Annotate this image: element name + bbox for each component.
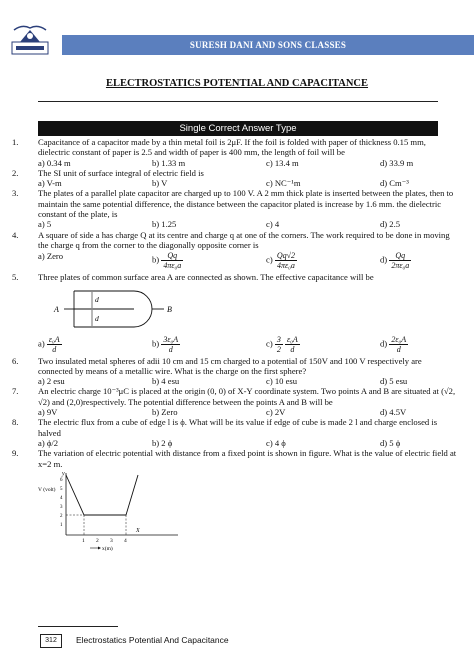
question-text: Three plates of common surface area A are connected as shown. The effective capacitance will be: [38, 272, 374, 283]
question-text: An electric charge 10⁻³μC is placed at the origin (0, 0) of X-Y coordinate system. Two points A and B are situated at (√2, √2) and (2,0)respectively. The potential difference between the points A and B will be: [38, 386, 456, 407]
y-tick-4: 4: [60, 495, 63, 501]
label-d-lower: d: [95, 313, 99, 323]
numerator: 2ε₀A: [391, 334, 407, 344]
denominator: d: [396, 344, 401, 354]
option-b-label: b): [152, 254, 160, 265]
question-9: [12, 448, 458, 551]
crest-logo-icon: [6, 24, 54, 56]
option-b-fraction: [161, 335, 180, 354]
option-b-label: b): [152, 338, 160, 349]
option-b[interactable]: [152, 251, 266, 270]
options-row: [38, 438, 458, 448]
question-text: Two insulated metal spheres of adii 10 cm and 15 cm charged to a potential of 150V and 100 V respectively are connected by means of a metallic wire. What is the charge on the first sphere?: [38, 355, 422, 376]
option-d-fraction: [389, 251, 411, 270]
option-c[interactable]: [266, 251, 380, 270]
question-8: [12, 417, 458, 448]
option-b[interactable]: b) 1.25: [152, 219, 177, 230]
y-axis-letter: y: [62, 470, 65, 477]
y-tick-2: 2: [60, 513, 63, 519]
x-tick-3: 3: [110, 537, 113, 544]
question-text: The electric flux from a cube of edge l is ϕ. What will be its value if edge of cube is made 2 l and charge enclosed is halved: [38, 417, 438, 438]
option-d-fraction: [389, 335, 408, 354]
question-2: [12, 168, 458, 189]
option-a[interactable]: [38, 335, 152, 354]
x-axis-letter: X: [136, 527, 140, 534]
question-text: Capacitance of a capacitor made by a thin metal foil is 2μF. If the foil is folded with paper of thickness 0.15 mm, dielectric constant of paper is 2.5 and width of paper is 400 mm, the length of foil will be: [38, 137, 426, 158]
numerator: 3ε₀A: [163, 334, 179, 344]
question-7: [12, 386, 458, 417]
option-a[interactable]: a) Zero: [38, 251, 64, 262]
denominator: 4πε₀a: [276, 261, 295, 271]
option-c-fraction: [285, 335, 300, 354]
option-b[interactable]: b) V: [152, 178, 168, 189]
y-axis-label: V (volt): [38, 486, 56, 493]
option-d[interactable]: d) Cm⁻³: [380, 178, 409, 189]
option-d[interactable]: d) 33.9 m: [380, 157, 414, 168]
option-d[interactable]: [380, 251, 411, 270]
numerator: Qq: [389, 251, 411, 261]
numerator: Qq√2: [276, 251, 296, 261]
option-b[interactable]: [152, 335, 266, 354]
question-number: 7.: [12, 386, 19, 397]
option-c-fraction: [275, 251, 297, 270]
options-row: [38, 407, 458, 417]
option-a-fraction: [47, 335, 62, 354]
y-tick-3: 3: [60, 504, 63, 510]
question-5: [12, 272, 458, 353]
question-text: The SI unit of surface integral of electric field is: [38, 167, 204, 178]
question-6: [12, 356, 458, 387]
option-b[interactable]: b) 2 ϕ: [152, 437, 173, 448]
options-row: [38, 178, 458, 188]
question-3: [12, 188, 458, 229]
option-b-fraction: [161, 251, 183, 270]
label-b: B: [167, 304, 172, 314]
denominator: d: [168, 344, 173, 354]
question-text: The variation of electric potential with distance from a fixed point is shown in figure. What is the value of electric field at x=2 m.: [38, 448, 457, 469]
option-b[interactable]: b) 4 esu: [152, 376, 180, 387]
options-row: [38, 251, 458, 270]
question-text: A square of side a has charge Q at its centre and charge q at one of the corners. The work required to be done in moving the charge q from the corner to the diagonally opposite corner is: [38, 229, 450, 250]
option-c[interactable]: c) NC⁻¹m: [266, 178, 301, 189]
option-b[interactable]: b) 1.33 m: [152, 157, 186, 168]
x-axis-label: x(m): [102, 545, 113, 551]
section-title: Single Correct Answer Type: [38, 121, 438, 136]
potential-distance-graph: [38, 469, 188, 551]
option-c[interactable]: c) 4: [266, 219, 280, 230]
question-4: [12, 230, 458, 271]
question-1: [12, 137, 458, 168]
option-c-label: c): [266, 254, 273, 265]
option-c[interactable]: c) 10 esu: [266, 376, 298, 387]
option-a[interactable]: a) V-m: [38, 178, 62, 189]
option-a[interactable]: a) 0.34 m: [38, 157, 71, 168]
denominator: d: [290, 344, 295, 354]
question-number: 3.: [12, 188, 19, 199]
options-row: [38, 158, 458, 168]
option-d[interactable]: d) 4.5V: [380, 407, 407, 418]
options-row: [38, 376, 458, 386]
label-a: A: [54, 304, 59, 314]
option-c[interactable]: c) 13.4 m: [266, 157, 299, 168]
y-tick-1: 1: [60, 522, 63, 528]
options-row: [38, 335, 458, 354]
option-b[interactable]: b) Zero: [152, 407, 178, 418]
footer-title: Electrostatics Potential And Capacitance: [76, 635, 229, 645]
x-tick-2: 2: [96, 537, 99, 544]
option-d[interactable]: d) 5 esu: [380, 376, 408, 387]
numerator: Qq: [161, 251, 183, 261]
question-number: 5.: [12, 272, 19, 283]
option-a[interactable]: a) ϕ/2: [38, 437, 59, 448]
question-list: [12, 137, 458, 551]
option-d[interactable]: d) 2.5: [380, 219, 401, 230]
option-c-label: c): [266, 338, 273, 349]
question-number: 8.: [12, 417, 19, 428]
question-number: 6.: [12, 355, 19, 366]
x-tick-4: 4: [124, 537, 127, 544]
option-c[interactable]: c) 2V: [266, 407, 286, 418]
option-d-label: d): [380, 338, 388, 349]
option-c-coefficient: [275, 335, 283, 354]
option-a[interactable]: a) 9V: [38, 407, 58, 418]
question-number: 2.: [12, 167, 19, 178]
option-c[interactable]: c) 4 ϕ: [266, 437, 286, 448]
numerator: ε₀A: [48, 334, 60, 344]
question-number: 1.: [12, 137, 19, 147]
header-band: SURESH DANI AND SONS CLASSES: [62, 35, 474, 55]
numerator: 3: [276, 334, 281, 344]
y-tick-5: 5: [60, 486, 63, 492]
option-a[interactable]: a) 2 esu: [38, 376, 65, 387]
y-tick-6: 6: [60, 477, 63, 483]
title-divider: [38, 101, 438, 102]
option-a-label: a): [38, 338, 45, 349]
numerator: ε₀A: [287, 334, 298, 344]
capacitor-plates-figure: [38, 283, 188, 335]
options-row: [38, 219, 458, 229]
question-number: 9.: [12, 448, 19, 459]
option-d[interactable]: d) 5 ϕ: [380, 437, 401, 448]
denominator: 2: [276, 344, 281, 354]
option-d[interactable]: [380, 335, 408, 354]
option-c[interactable]: [266, 335, 380, 354]
option-a[interactable]: a) 5: [38, 219, 52, 230]
denominator: 2πε₀a: [391, 261, 410, 271]
document-title: ELECTROSTATICS POTENTIAL AND CAPACITANCE: [105, 78, 369, 89]
denominator: d: [52, 344, 57, 354]
denominator: 4πε₀a: [163, 261, 182, 271]
page-number: 312: [40, 634, 62, 648]
question-number: 4.: [12, 229, 19, 240]
footer-divider: [38, 626, 118, 627]
question-text: The plates of a parallel plate capacitor are charged up to 100 V. A 2 mm thick plate is inserted between the plates, then to maintain the same potential difference, the distance between the capacitor plated is increase by 1.6 mm. the dielectric constant of the plate, is: [38, 188, 454, 220]
option-d-label: d): [380, 254, 388, 265]
x-tick-1: 1: [82, 537, 85, 544]
label-d-upper: d: [95, 294, 99, 304]
